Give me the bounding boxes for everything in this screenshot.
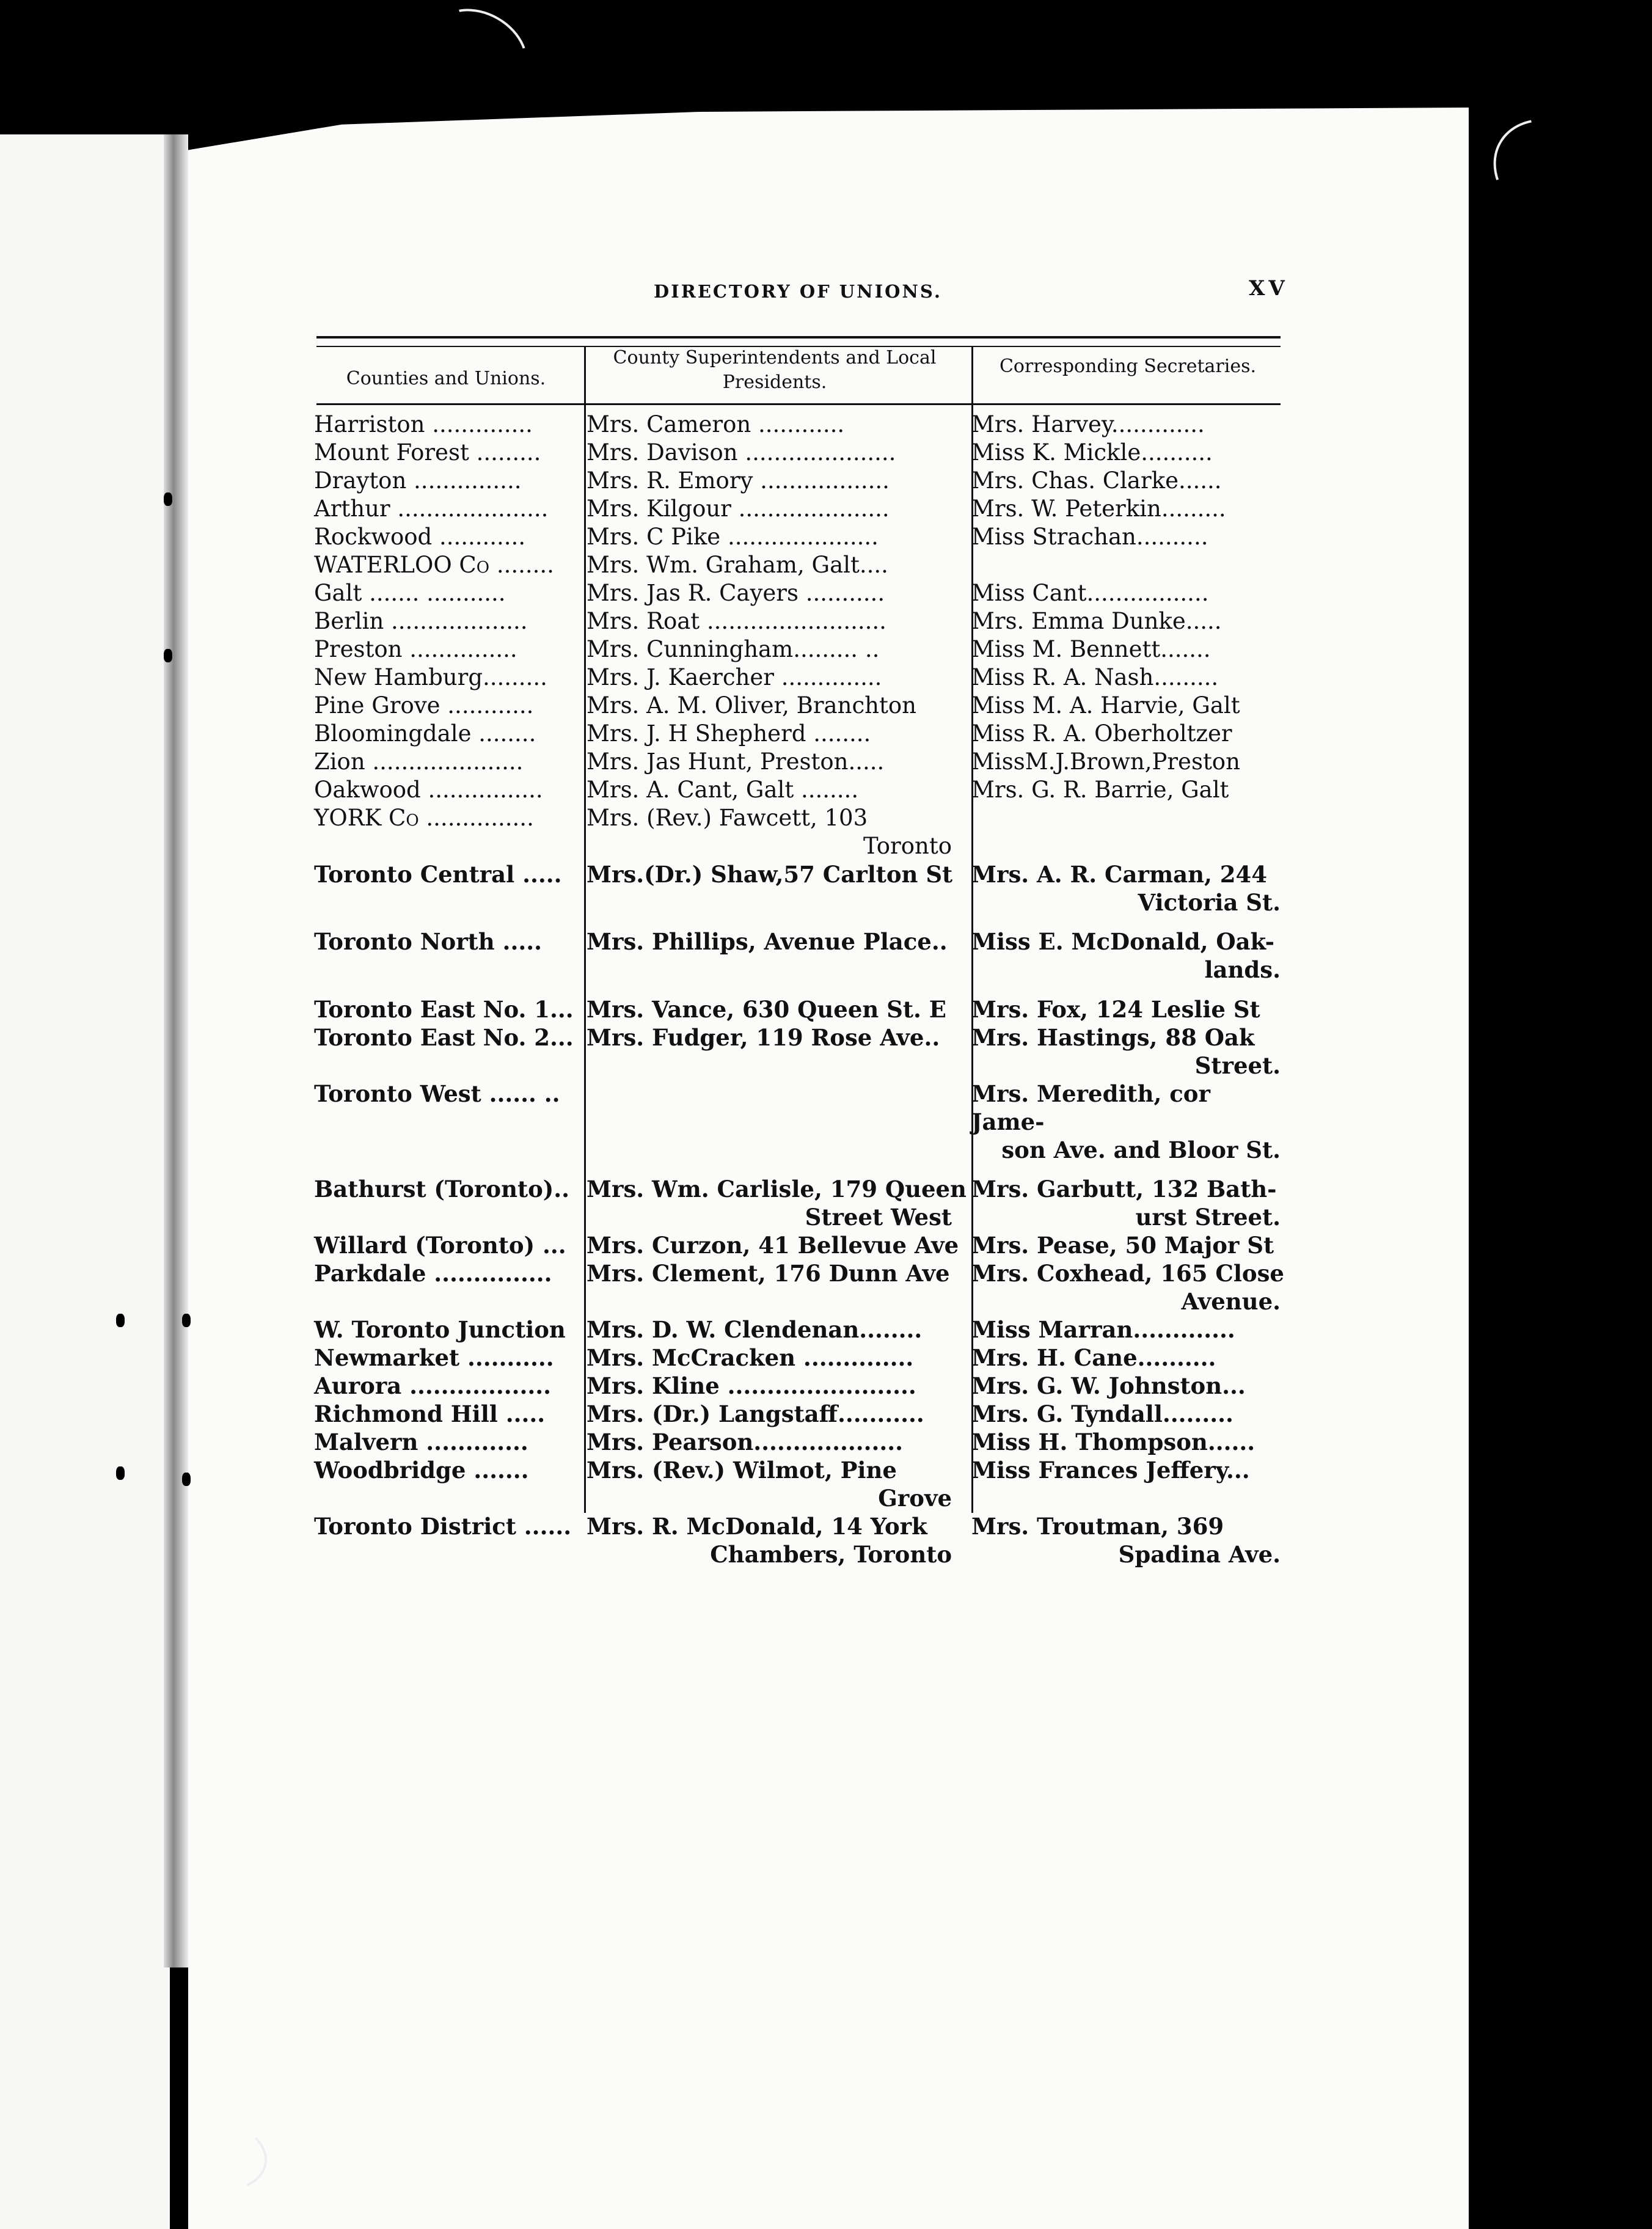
running-header: DIRECTORY OF UNIONS. xyxy=(654,281,942,302)
secretary-cell xyxy=(971,523,1289,551)
secretary-cell-text: Miss Marran............. xyxy=(971,1316,1235,1344)
president-cell-text: Mrs. Kline ........................ xyxy=(587,1372,916,1400)
president-cell xyxy=(585,1512,971,1568)
table-row xyxy=(314,1175,1292,1231)
president-cell xyxy=(585,1023,971,1080)
table-row xyxy=(314,1080,1292,1164)
column-header-rule xyxy=(316,403,1281,405)
president-cell-text: Mrs. Phillips, Avenue Place.. xyxy=(587,928,948,956)
president-cell-text: Mrs. Wm. Graham, Galt.... xyxy=(587,552,888,578)
union-cell-text: Preston ............... xyxy=(314,636,517,662)
union-cell-text: Toronto West ...... .. xyxy=(314,1080,560,1107)
secretary-cell xyxy=(971,1456,1289,1512)
secretary-cell xyxy=(971,720,1289,748)
table-row xyxy=(314,607,1292,635)
table-row xyxy=(314,720,1292,748)
secretary-cell-text: Miss R. A. Nash......... xyxy=(971,664,1219,690)
union-cell-text: Harriston .............. xyxy=(314,411,533,437)
union-cell-text: WATERLOO Co ........ xyxy=(314,552,554,578)
table-row xyxy=(314,551,1292,579)
secretary-cell-text: Miss Strachan.......... xyxy=(971,524,1208,550)
book-binding xyxy=(164,134,188,1967)
union-cell xyxy=(314,579,585,607)
president-cell-text: Mrs. J. Kaercher .............. xyxy=(587,664,882,690)
union-cell-text: Drayton ............... xyxy=(314,467,522,494)
president-cell xyxy=(585,1259,971,1316)
table-row xyxy=(314,995,1292,1023)
table-row xyxy=(314,523,1292,551)
president-cell xyxy=(585,995,971,1023)
union-cell-text: Toronto North ..... xyxy=(314,928,542,956)
secretary-cell-text: Miss Cant................. xyxy=(971,580,1209,606)
president-cell xyxy=(585,1400,971,1428)
president-cell-text: Mrs. R. McDonald, 14 York xyxy=(587,1513,927,1540)
secretary-cell xyxy=(971,804,1289,860)
secretary-cell-text: Mrs. Hastings, 88 Oak xyxy=(971,1023,1255,1051)
union-cell xyxy=(314,411,585,439)
president-cell-text: Mrs. (Dr.) Langstaff........... xyxy=(587,1400,924,1428)
president-cell xyxy=(585,551,971,579)
directory-table xyxy=(314,411,1292,1568)
union-cell xyxy=(314,692,585,720)
president-cell xyxy=(585,692,971,720)
union-cell-text: Aurora .................. xyxy=(314,1372,551,1400)
president-cell xyxy=(585,579,971,607)
secretary-cell-text: Mrs. A. R. Carman, 244 xyxy=(971,861,1267,888)
column-header-secretaries: Corresponding Secretaries. xyxy=(999,356,1257,377)
president-cell-text: Mrs. Pearson................... xyxy=(587,1429,904,1456)
union-cell xyxy=(314,720,585,748)
page-number: XV xyxy=(1249,276,1288,301)
union-cell xyxy=(314,1428,585,1456)
stitch-hole xyxy=(164,492,172,506)
union-cell-text: Newmarket ........... xyxy=(314,1344,554,1372)
secretary-cell xyxy=(971,607,1289,635)
table-row xyxy=(314,1400,1292,1428)
president-cell xyxy=(585,860,971,917)
president-cell-text: Mrs. A. Cant, Galt ........ xyxy=(587,777,859,803)
president-cell-text: Mrs. Cunningham......... .. xyxy=(587,636,880,662)
union-cell xyxy=(314,551,585,579)
secretary-cell-text: Mrs. Chas. Clarke...... xyxy=(971,467,1222,494)
secretary-cell xyxy=(971,748,1289,776)
secretary-cell xyxy=(971,411,1289,439)
union-cell-text: Toronto District ...... xyxy=(314,1513,572,1540)
union-cell-text: Bloomingdale ........ xyxy=(314,720,536,747)
union-cell xyxy=(314,664,585,692)
president-cell xyxy=(585,1316,971,1344)
secretary-cell xyxy=(971,551,1289,579)
secretary-cell-text: Mrs. Harvey............. xyxy=(971,411,1205,437)
secretary-cell-text: Miss K. Mickle.......... xyxy=(971,439,1213,466)
union-cell-text: Toronto East No. 1... xyxy=(314,995,574,1023)
secretary-cell xyxy=(971,579,1289,607)
secretary-cell xyxy=(971,495,1289,523)
secretary-cell xyxy=(971,635,1289,664)
table-row xyxy=(314,635,1292,664)
secretary-cell-text: Miss H. Thompson...... xyxy=(971,1429,1255,1456)
stitch-hole xyxy=(116,1466,125,1480)
secretary-cell-continuation: Spadina Ave. xyxy=(1118,1541,1281,1568)
union-cell-text: YORK Co ............... xyxy=(314,805,534,831)
facing-page xyxy=(0,134,170,2229)
union-cell xyxy=(314,1175,585,1231)
president-cell xyxy=(585,1175,971,1231)
secretary-cell-text: Mrs. G. Tyndall......... xyxy=(971,1400,1234,1428)
secretary-cell-text: Miss M. Bennett....... xyxy=(971,636,1211,662)
secretary-cell xyxy=(971,1400,1289,1428)
secretary-cell-text: Miss E. McDonald, Oak- xyxy=(971,928,1275,956)
president-cell-text: Mrs. J. H Shepherd ........ xyxy=(587,720,871,747)
secretary-cell xyxy=(971,1080,1289,1164)
president-cell xyxy=(585,635,971,664)
president-cell xyxy=(585,804,971,860)
secretary-cell xyxy=(971,1512,1289,1568)
president-cell-text: Mrs. Curzon, 41 Bellevue Ave xyxy=(587,1232,959,1259)
secretary-cell xyxy=(971,467,1289,495)
president-cell-text: Mrs. (Rev.) Fawcett, 103 xyxy=(587,805,868,831)
union-cell-text: Toronto East No. 2... xyxy=(314,1023,574,1051)
president-cell-text: Mrs. McCracken .............. xyxy=(587,1344,914,1372)
secretary-cell xyxy=(971,1316,1289,1344)
table-row xyxy=(314,1428,1292,1456)
table-row xyxy=(314,776,1292,804)
union-cell-text: Rockwood ............ xyxy=(314,524,526,550)
president-cell xyxy=(585,720,971,748)
president-cell xyxy=(585,439,971,467)
secretary-cell-text: Miss Frances Jeffery... xyxy=(971,1457,1250,1484)
president-cell-text: Mrs.(Dr.) Shaw,57 Carlton St xyxy=(587,861,953,888)
president-cell-text: Mrs. Jas Hunt, Preston..... xyxy=(587,748,885,775)
table-row xyxy=(314,1259,1292,1316)
union-cell xyxy=(314,523,585,551)
union-cell xyxy=(314,995,585,1023)
union-cell xyxy=(314,495,585,523)
union-cell-text: Malvern ............. xyxy=(314,1429,528,1456)
union-cell-text: Toronto Central ..... xyxy=(314,861,562,888)
secretary-cell-continuation: Street. xyxy=(1194,1052,1281,1079)
secretary-cell-text: Mrs. G. R. Barrie, Galt xyxy=(971,777,1229,803)
column-header-unions: Counties and Unions. xyxy=(346,368,546,389)
union-cell-text: Parkdale ............... xyxy=(314,1260,552,1287)
secretary-cell-text: Miss R. A. Oberholtzer xyxy=(971,720,1232,747)
union-cell xyxy=(314,1316,585,1344)
union-cell xyxy=(314,860,585,917)
table-row xyxy=(314,439,1292,467)
president-cell-text: Mrs. Davison ..................... xyxy=(587,439,896,466)
table-row xyxy=(314,467,1292,495)
table-row xyxy=(314,692,1292,720)
stitch-hole xyxy=(182,1314,191,1327)
union-cell xyxy=(314,776,585,804)
secretary-cell-text: Mrs. Meredith, cor Jame- xyxy=(971,1080,1210,1135)
secretary-cell-text: Miss M. A. Harvie, Galt xyxy=(971,692,1240,719)
president-cell xyxy=(585,607,971,635)
table-row xyxy=(314,1372,1292,1400)
president-cell xyxy=(585,1428,971,1456)
film-scratch xyxy=(415,0,543,111)
secretary-cell xyxy=(971,928,1289,984)
president-cell-text: Mrs. Wm. Carlisle, 179 Queen xyxy=(587,1176,967,1203)
union-cell xyxy=(314,439,585,467)
secretary-cell-text: Mrs. H. Cane.......... xyxy=(971,1344,1216,1372)
table-row xyxy=(314,411,1292,439)
union-cell-text: Mount Forest ......... xyxy=(314,439,541,466)
table-row xyxy=(314,1231,1292,1259)
president-cell-text: Mrs. A. M. Oliver, Branchton xyxy=(587,692,916,719)
secretary-cell xyxy=(971,439,1289,467)
president-cell xyxy=(585,748,971,776)
union-cell-text: Arthur ..................... xyxy=(314,496,549,522)
secretary-cell xyxy=(971,664,1289,692)
president-cell xyxy=(585,467,971,495)
secretary-cell-continuation: lands. xyxy=(1204,956,1281,984)
secretary-cell xyxy=(971,995,1289,1023)
secretary-cell xyxy=(971,776,1289,804)
secretary-cell xyxy=(971,1259,1289,1316)
secretary-cell xyxy=(971,1428,1289,1456)
president-cell xyxy=(585,523,971,551)
secretary-cell-text: Mrs. W. Peterkin......... xyxy=(971,496,1226,522)
president-cell-continuation: Chambers, Toronto xyxy=(710,1541,952,1568)
table-row xyxy=(314,1023,1292,1080)
president-cell xyxy=(585,411,971,439)
union-cell-text: Bathurst (Toronto).. xyxy=(314,1176,570,1203)
union-cell xyxy=(314,1344,585,1372)
president-cell-text: Mrs. R. Emory .................. xyxy=(587,467,890,494)
president-cell xyxy=(585,1231,971,1259)
secretary-cell-text: Mrs. Emma Dunke..... xyxy=(971,608,1222,634)
table-row xyxy=(314,1456,1292,1512)
president-cell-continuation: Toronto xyxy=(863,833,952,859)
president-cell-text: Mrs. C Pike ..................... xyxy=(587,524,879,550)
secretary-cell-continuation: Victoria St. xyxy=(1138,889,1281,916)
president-cell-text: Mrs. Cameron ............ xyxy=(587,411,845,437)
union-cell xyxy=(314,1372,585,1400)
union-cell-text: Willard (Toronto) ... xyxy=(314,1232,566,1259)
president-cell-text: Mrs. Jas R. Cayers ........... xyxy=(587,580,885,606)
stitch-hole xyxy=(182,1473,191,1486)
secretary-cell-text: Mrs. G. W. Johnston... xyxy=(971,1372,1246,1400)
president-cell xyxy=(585,664,971,692)
secretary-cell-text: Mrs. Fox, 124 Leslie St xyxy=(971,995,1260,1023)
president-cell-text: Mrs. Roat ......................... xyxy=(587,608,886,634)
union-cell-text: New Hamburg......... xyxy=(314,664,547,690)
union-cell xyxy=(314,607,585,635)
union-cell-text: Zion ..................... xyxy=(314,748,524,775)
stitch-hole xyxy=(164,649,172,662)
secretary-cell-continuation: urst Street. xyxy=(1135,1204,1281,1231)
union-cell xyxy=(314,748,585,776)
president-cell xyxy=(585,776,971,804)
union-cell xyxy=(314,1456,585,1512)
union-cell-text: Berlin ................... xyxy=(314,608,528,634)
president-cell xyxy=(585,1344,971,1372)
table-row xyxy=(314,495,1292,523)
union-cell xyxy=(314,928,585,984)
union-cell-text: W. Toronto Junction xyxy=(314,1316,566,1344)
president-cell-text: Mrs. D. W. Clendenan........ xyxy=(587,1316,923,1344)
union-cell-text: Galt ....... ........... xyxy=(314,580,506,606)
secretary-cell xyxy=(971,1231,1289,1259)
secretary-cell xyxy=(971,1372,1289,1400)
president-cell xyxy=(585,495,971,523)
table-row xyxy=(314,748,1292,776)
union-cell xyxy=(314,467,585,495)
column-header-presidents: County Superintendents and Local Presidents. xyxy=(613,347,937,393)
union-cell xyxy=(314,1023,585,1080)
stitch-hole xyxy=(116,1314,125,1327)
secretary-cell-text: Mrs. Pease, 50 Major St xyxy=(971,1232,1274,1259)
secretary-cell-continuation: Avenue. xyxy=(1181,1288,1281,1316)
secretary-cell xyxy=(971,860,1289,917)
president-cell-continuation: Grove xyxy=(878,1485,952,1512)
table-row xyxy=(314,928,1292,984)
secretary-cell-continuation: son Ave. and Bloor St. xyxy=(1001,1136,1281,1163)
table-row xyxy=(314,860,1292,917)
table-row xyxy=(314,804,1292,860)
secretary-cell-text: Mrs. Coxhead, 165 Close xyxy=(971,1260,1284,1287)
president-cell xyxy=(585,1456,971,1512)
secretary-cell xyxy=(971,1344,1289,1372)
union-cell xyxy=(314,804,585,860)
president-cell-text: Mrs. (Rev.) Wilmot, Pine xyxy=(587,1457,897,1484)
union-cell-text: Oakwood ................ xyxy=(314,777,543,803)
president-cell-text: Mrs. Clement, 176 Dunn Ave xyxy=(587,1260,950,1287)
union-cell-text: Richmond Hill ..... xyxy=(314,1400,546,1428)
president-cell xyxy=(585,1372,971,1400)
union-cell xyxy=(314,1080,585,1164)
union-cell xyxy=(314,1231,585,1259)
secretary-cell xyxy=(971,1023,1289,1080)
union-cell-text: Pine Grove ............ xyxy=(314,692,534,719)
president-cell-text: Mrs. Vance, 630 Queen St. E xyxy=(587,995,946,1023)
president-cell-text: Mrs. Kilgour ..................... xyxy=(587,496,890,522)
table-row xyxy=(314,1316,1292,1344)
secretary-cell-text: Mrs. Garbutt, 132 Bath- xyxy=(971,1176,1277,1203)
president-cell-text: Mrs. Fudger, 119 Rose Ave.. xyxy=(587,1023,940,1051)
secretary-cell xyxy=(971,692,1289,720)
union-cell xyxy=(314,635,585,664)
union-cell xyxy=(314,1400,585,1428)
table-row xyxy=(314,579,1292,607)
secretary-cell xyxy=(971,1175,1289,1231)
secretary-cell-text: Mrs. Troutman, 369 xyxy=(971,1513,1224,1540)
union-cell xyxy=(314,1259,585,1316)
president-cell xyxy=(585,1080,971,1164)
film-scratch xyxy=(1474,97,1635,249)
table-row xyxy=(314,1512,1292,1568)
union-cell-text: Woodbridge ....... xyxy=(314,1457,529,1484)
union-cell xyxy=(314,1512,585,1568)
president-cell-continuation: Street West xyxy=(805,1204,952,1231)
secretary-cell-text: MissM.J.Brown,Preston xyxy=(971,748,1240,775)
table-row xyxy=(314,664,1292,692)
president-cell xyxy=(585,928,971,984)
table-row xyxy=(314,1344,1292,1372)
